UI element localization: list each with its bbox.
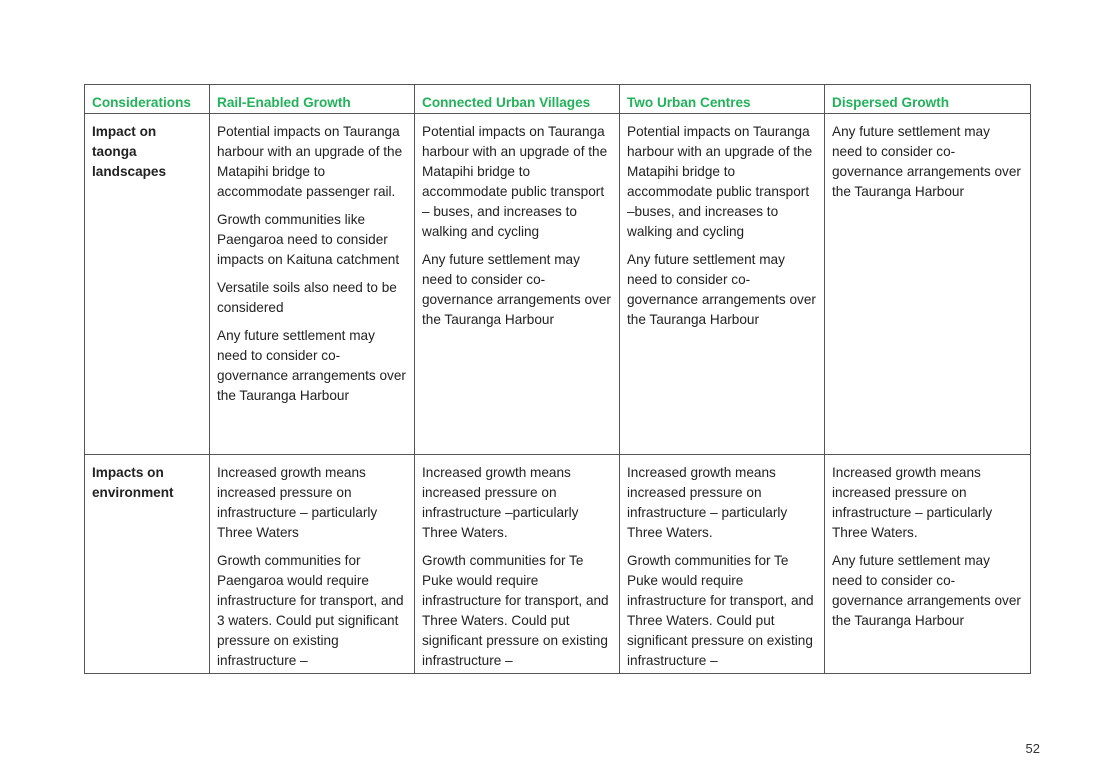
cell-paragraph: Potential impacts on Tauranga harbour with an upgrade of the Matapihi bridge to accommodate public transport – buses, and increases to walking and cycling bbox=[422, 124, 608, 239]
header-connected-urban-villages: Connected Urban Villages bbox=[415, 85, 620, 114]
cell-paragraph: Versatile soils also need to be considered bbox=[217, 280, 397, 315]
cell-paragraph: Potential impacts on Tauranga harbour with an upgrade of the Matapihi bridge to accommodate passenger rail. bbox=[217, 124, 403, 199]
table-cell bbox=[415, 455, 620, 674]
cell-paragraph: Increased growth means increased pressure on infrastructure – particularly Three Waters. bbox=[627, 465, 788, 540]
header-two-urban-centres: Two Urban Centres bbox=[620, 85, 825, 114]
cell-paragraph: Potential impacts on Tauranga harbour with an upgrade of the Matapihi bridge to accommodate public transport –buses, and increases to walking and cycling bbox=[627, 124, 813, 239]
cell-paragraph: Increased growth means increased pressure on infrastructure – particularly Three Waters. bbox=[832, 465, 993, 540]
cell-paragraph: Any future settlement may need to consider co-governance arrangements over the Tauranga Harbour bbox=[627, 252, 816, 327]
cell-paragraph: Increased growth means increased pressure on infrastructure –particularly Three Waters. bbox=[422, 465, 579, 540]
cell-paragraph: Growth communities like Paengaroa need to consider impacts on Kaituna catchment bbox=[217, 212, 400, 267]
cell-paragraph: Any future settlement may need to consider co-governance arrangements over the Tauranga Harbour bbox=[217, 328, 406, 403]
header-rail-enabled-growth: Rail-Enabled Growth bbox=[210, 85, 415, 114]
cell-paragraph: Growth communities for Te Puke would require infrastructure for transport, and Three Waters. Could put significant pressure on existing infrastructure – bbox=[422, 553, 609, 668]
cell-paragraph: Growth communities for Paengaroa would require infrastructure for transport, and 3 waters. Could put significant pressure on existing infrastructure – bbox=[217, 553, 404, 668]
header-dispersed-growth: Dispersed Growth bbox=[825, 85, 1031, 114]
page-number: 52 bbox=[1025, 741, 1040, 756]
table-cell bbox=[620, 455, 825, 674]
cell-paragraph: Any future settlement may need to consider co-governance arrangements over the Tauranga Harbour bbox=[832, 553, 1021, 628]
table-header-row bbox=[85, 85, 1031, 114]
considerations-table bbox=[84, 84, 1031, 674]
table-cell bbox=[210, 455, 415, 674]
table-cell bbox=[620, 114, 825, 455]
row-label-impacts-on-environment: Impacts on environment bbox=[85, 455, 210, 674]
table-cell bbox=[415, 114, 620, 455]
row-label-taonga-landscapes: Impact on taonga landscapes bbox=[85, 114, 210, 455]
cell-paragraph: Increased growth means increased pressure on infrastructure – particularly Three Waters bbox=[217, 465, 378, 540]
cell-paragraph: Growth communities for Te Puke would require infrastructure for transport, and Three Waters. Could put significant pressure on existing infrastructure – bbox=[627, 553, 814, 668]
table-cell bbox=[210, 114, 415, 455]
table-row bbox=[85, 114, 1031, 455]
cell-paragraph: Any future settlement may need to consider co-governance arrangements over the Tauranga Harbour bbox=[422, 252, 611, 327]
header-considerations: Considerations bbox=[85, 85, 210, 114]
table-cell bbox=[825, 114, 1031, 455]
table-row bbox=[85, 455, 1031, 674]
cell-paragraph: Any future settlement may need to consider co-governance arrangements over the Tauranga Harbour bbox=[832, 124, 1021, 199]
table-cell bbox=[825, 455, 1031, 674]
